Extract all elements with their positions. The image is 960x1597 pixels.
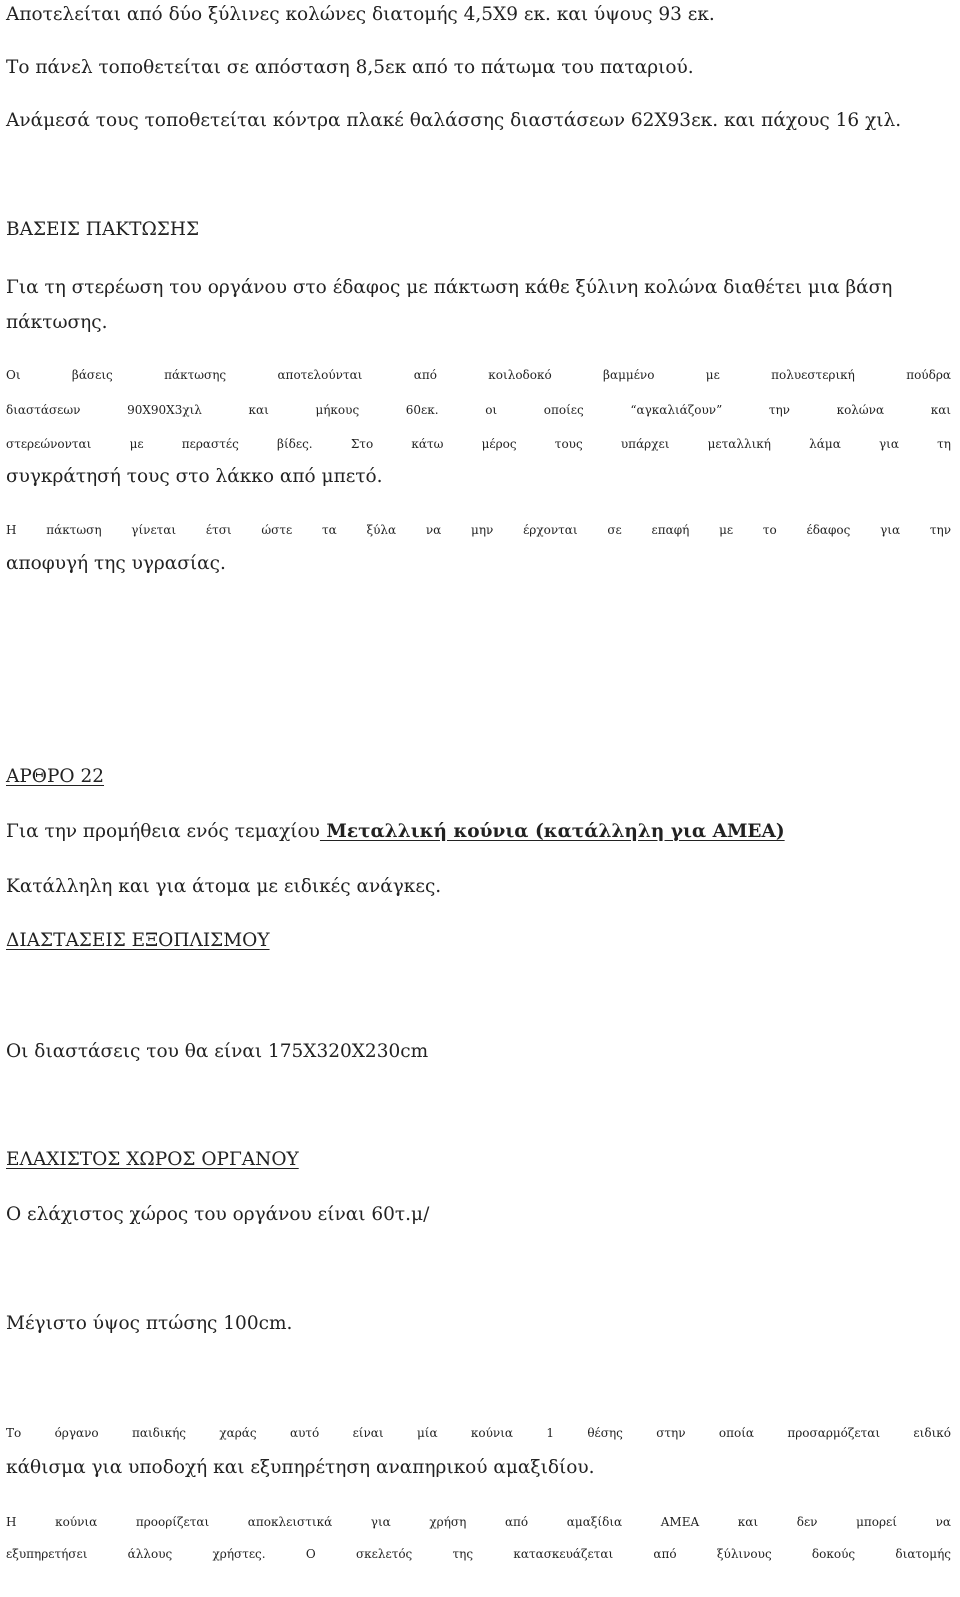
text-line: Οι διαστάσεις του θα είναι 175Χ320Χ230cm [6,1041,429,1062]
text-line: Κατάλληλη και για άτομα με ειδικές ανάγκες. [6,876,442,897]
text-line: Ο ελάχιστος χώρος του οργάνου είναι 60τ.μ/ [6,1204,430,1225]
text-line: κάθισμα για υποδοχή και εξυπηρέτηση αναπηρικού αμαξιδίου. [6,1457,595,1478]
text-line: Η πάκτωση γίνεται έτσι ώστε τα ξύλα να μην έρχονται σε επαφή με το έδαφος για την [6,523,951,537]
text-line: Μέγιστο ύψος πτώσης 100cm. [6,1313,293,1334]
product-name: Μεταλλική κούνια (κατάλληλη για ΑΜΕΑ) [319,821,785,842]
text-line: αποφυγή της υγρασίας. [6,553,226,574]
text-line: Αποτελείται από δύο ξύλινες κολώνες διατομής 4,5Χ9 εκ. και ύψους 93 εκ. [6,4,715,25]
text-line: πάκτωσης. [6,312,108,333]
text-line: στερεώνονται με περαστές βίδες. Στο κάτω μέρος τους υπάρχει μεταλλική λάμα για τη [6,437,951,451]
text-line: Οι βάσεις πάκτωσης αποτελούνται από κοιλοδοκό βαμμένο με πολυεστερική πούδρα [6,368,951,382]
section-heading-diastaseis: ΔΙΑΣΤΑΣΕΙΣ ΕΞΟΠΛΙΣΜΟΥ [6,930,270,951]
text-line: διαστάσεων 90Χ90Χ3χιλ και μήκους 60εκ. οι οποίες “αγκαλιάζουν” την κολώνα και [6,403,951,417]
article-heading: ΑΡΘΡΟ 22 [6,766,105,787]
text-line: Το πάνελ τοποθετείται σε απόσταση 8,5εκ από το πάτωμα του παταριού. [6,57,694,78]
text-line: εξυπηρετήσει άλλους χρήστες. Ο σκελετός της κατασκευάζεται από ξύλινους δοκούς διατομής [6,1547,951,1561]
procurement-prefix: Για την προμήθεια ενός τεμαχίου [6,821,320,842]
text-line: Για τη στερέωση του οργάνου στο έδαφος με πάκτωση κάθε ξύλινη κολώνα διαθέτει μια βάση [6,277,893,298]
text-line: Ανάμεσά τους τοποθετείται κόντρα πλακέ θαλάσσης διαστάσεων 62Χ93εκ. και πάχους 16 χιλ. [6,110,902,131]
section-heading-baseis: ΒΑΣΕΙΣ ΠΑΚΤΩΣΗΣ [6,219,200,240]
text-line: συγκράτησή τους στο λάκκο από μπετό. [6,466,383,487]
procurement-line [6,819,785,845]
text-line: Η κούνια προορίζεται αποκλειστικά για χρήση από αμαξίδια ΑΜΕΑ και δεν μπορεί να [6,1515,951,1529]
section-heading-xoros: ΕΛΑΧΙΣΤΟΣ ΧΩΡΟΣ ΟΡΓΑΝΟΥ [6,1149,299,1170]
text-line: Το όργανο παιδικής χαράς αυτό είναι μία κούνια 1 θέσης στην οποία προσαρμόζεται ειδικό [6,1426,951,1440]
